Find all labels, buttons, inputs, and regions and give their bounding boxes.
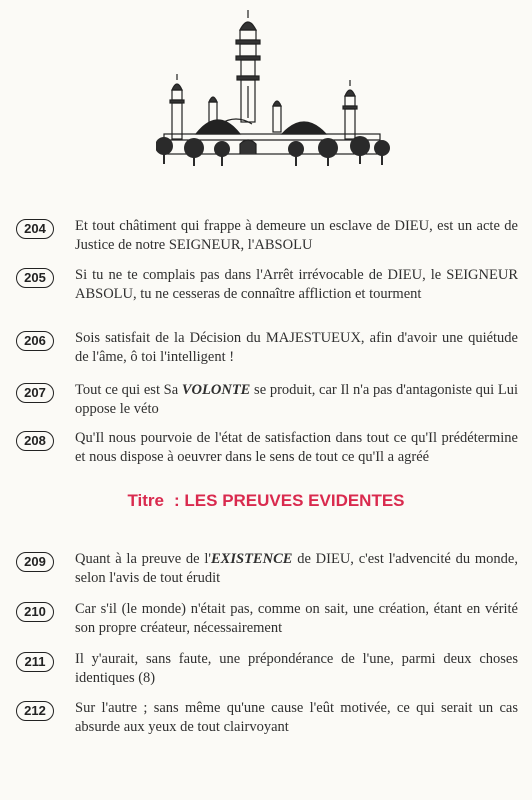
section-title	[0, 491, 532, 511]
verse-number: 208	[16, 431, 54, 451]
verse-number: 207	[16, 383, 54, 403]
verse-text	[75, 550, 518, 588]
section-title-separator: :	[174, 491, 180, 510]
verse-number: 206	[16, 331, 54, 351]
verse-number: 204	[16, 219, 54, 239]
section-title-text: LES PREUVES EVIDENTES	[184, 491, 405, 510]
verse-text-part: Quant à la preuve de l'	[75, 551, 212, 567]
section-title-label: Titre	[127, 491, 164, 510]
verse-number: 210	[16, 602, 54, 622]
verse-number: 211	[16, 652, 54, 672]
emphasis-word: VOLONTE	[181, 382, 251, 398]
verse-text: Sois satisfait de la Décision du MAJESTUEUX, afin d'avoir une quiétude de l'âme, ô toi l'intelligent !	[75, 330, 518, 365]
verse-number: 212	[16, 701, 54, 721]
verse-text-part: de DIEU, c'est l'advencité du monde, selon l'avis de tout érudit	[75, 551, 518, 586]
verse-text: Sur l'autre ; sans même qu'une cause l'eût motivée, ce qui serait un cas absurde aux yeux de tout clairvoyant	[75, 700, 518, 735]
verse-text: Car s'il (le monde) n'était pas, comme on sait, une création, étant en vérité son propre créateur, nécessairement	[75, 601, 518, 636]
verse-text: Et tout châtiment qui frappe à demeure un esclave de DIEU, est un acte de Justice de notre SEIGNEUR, l'ABSOLU	[75, 218, 518, 253]
verse-number: 205	[16, 268, 54, 288]
emphasis-word: EXISTENCE	[211, 551, 293, 567]
verse-number: 209	[16, 552, 54, 572]
verse-text: Il y'aurait, sans faute, une prépondérance de l'une, parmi deux choses identiques (8)	[75, 651, 518, 686]
verse-text: Si tu ne te complais pas dans l'Arrêt irrévocable de DIEU, le SEIGNEUR ABSOLU, tu ne cesseras de connaître affliction et tourment	[75, 267, 518, 302]
verse-text	[75, 381, 518, 419]
mosque-illustration	[156, 6, 390, 168]
verse-text: Qu'Il nous pourvoie de l'état de satisfaction dans tout ce qu'Il prédétermine et nous dispose à oeuvrer dans le sens de tout ce qu'Il a agréé	[75, 430, 518, 465]
verse-text-part: Tout ce qui est Sa	[75, 382, 182, 398]
verse-text-part: se produit, car Il n'a pas d'antagoniste qui Lui oppose le véto	[75, 382, 518, 417]
